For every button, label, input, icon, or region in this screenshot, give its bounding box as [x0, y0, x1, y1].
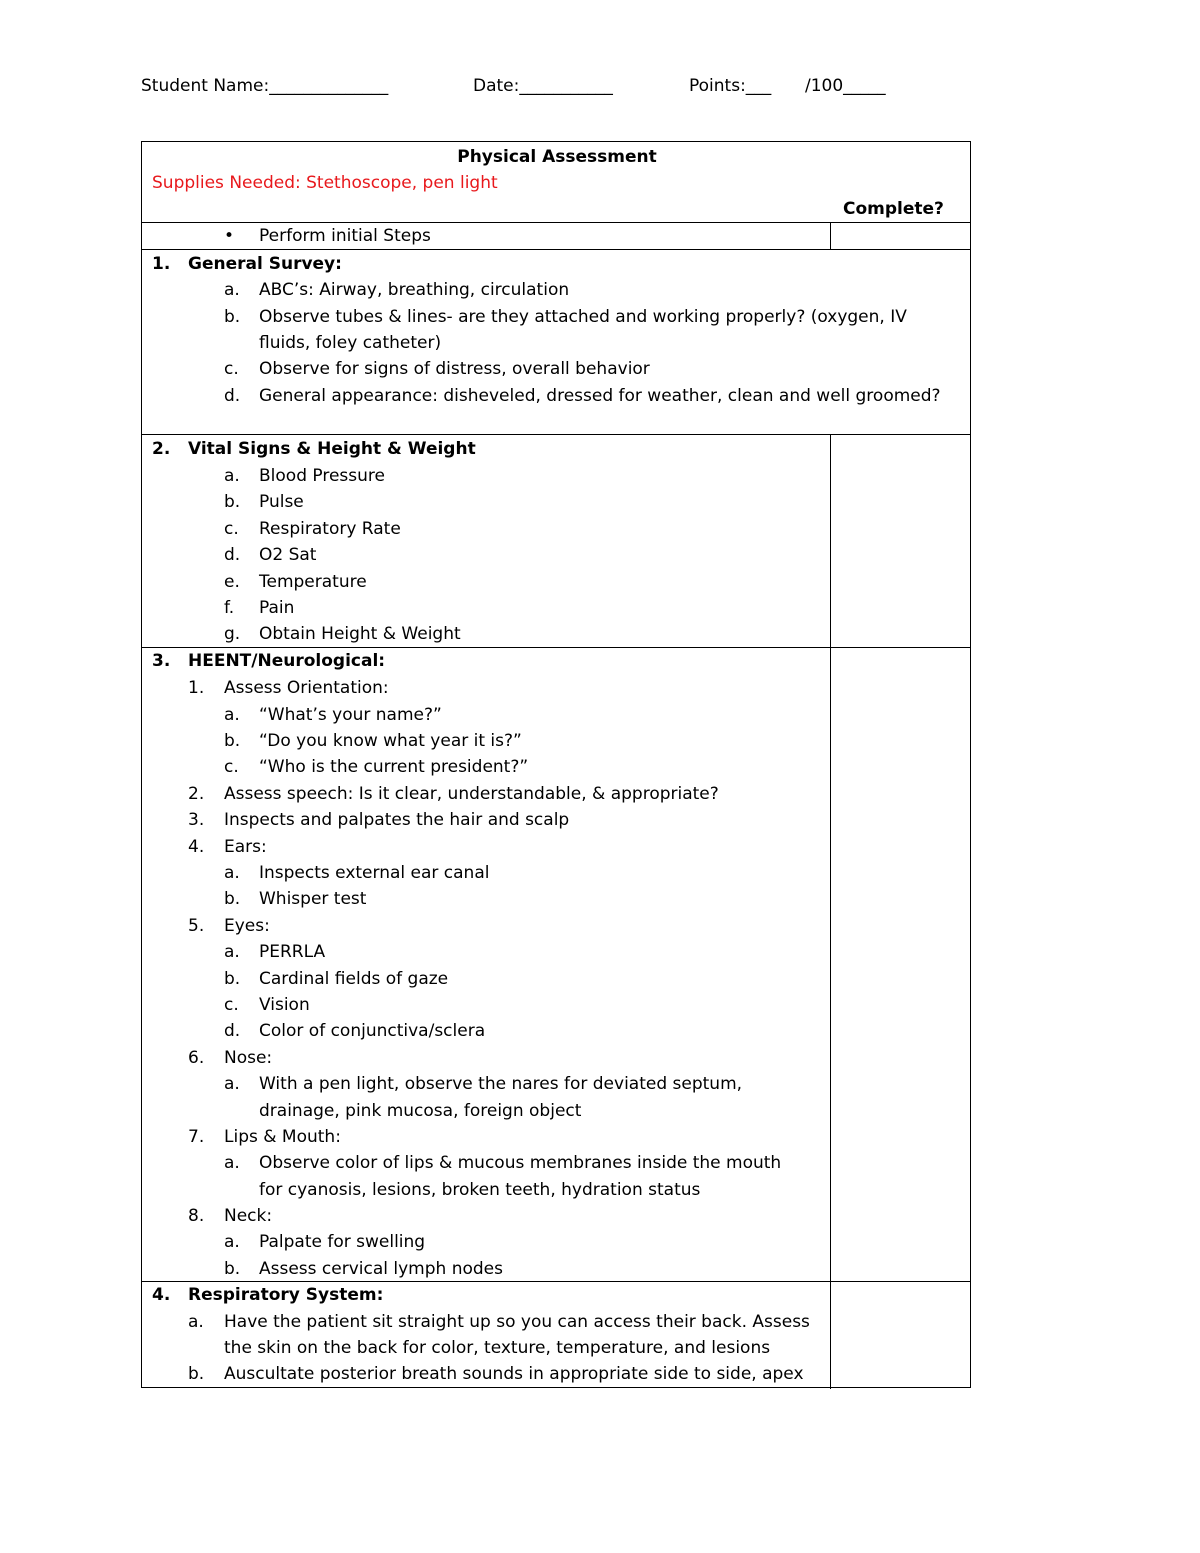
item-text: Blood Pressure — [259, 466, 385, 486]
item-marker: 6. — [188, 1048, 205, 1068]
item-marker: b. — [224, 969, 241, 989]
item-text: Temperature — [259, 572, 367, 592]
respiratory-checkbox-cell[interactable] — [832, 1283, 970, 1387]
list-item — [142, 279, 972, 305]
item-text: Have the patient sit straight up so you can access their back. Assess — [224, 1312, 810, 1332]
item-text: Inspects and palpates the hair and scalp — [224, 810, 570, 830]
item-text: PERRLA — [259, 942, 326, 962]
list-item — [142, 385, 972, 411]
bullet-marker: • — [224, 226, 235, 246]
document-header — [141, 75, 941, 99]
item-marker: b. — [224, 889, 241, 909]
initial-steps-checkbox-cell[interactable] — [832, 224, 970, 248]
points-field[interactable]: Points:___ — [689, 76, 772, 96]
item-text: Ears: — [224, 837, 267, 857]
list-item — [142, 358, 972, 384]
item-marker: a. — [224, 942, 240, 962]
section-title: HEENT/Neurological: — [188, 651, 386, 671]
item-text: Color of conjunctiva/sclera — [259, 1021, 486, 1041]
item-marker: c. — [224, 359, 239, 379]
item-text: Auscultate posterior breath sounds in appropriate side to side, apex — [224, 1364, 804, 1384]
item-text: Neck: — [224, 1206, 273, 1226]
item-marker: 8. — [188, 1206, 205, 1226]
item-marker: d. — [224, 1021, 241, 1041]
item-marker: 1. — [188, 678, 205, 698]
item-marker: b. — [224, 731, 241, 751]
item-text: ABC’s: Airway, breathing, circulation — [259, 280, 570, 300]
section-title: General Survey: — [188, 254, 342, 274]
item-marker: c. — [224, 995, 239, 1015]
supplies-needed: Supplies Needed: Stethoscope, pen light — [152, 173, 498, 193]
section-header — [142, 253, 972, 279]
item-text: Obtain Height & Weight — [259, 624, 461, 644]
item-marker: c. — [224, 519, 239, 539]
item-marker: b. — [224, 492, 241, 512]
section-title: Respiratory System: — [188, 1285, 384, 1305]
item-text: General appearance: disheveled, dressed for weather, clean and well groomed? — [259, 386, 941, 406]
item-marker: d. — [224, 386, 241, 406]
item-text: for cyanosis, lesions, broken teeth, hydration status — [259, 1180, 701, 1200]
item-text: drainage, pink mucosa, foreign object — [259, 1101, 582, 1121]
item-text: Assess speech: Is it clear, understandable, & appropriate? — [224, 784, 719, 804]
table-title: Physical Assessment — [457, 147, 657, 167]
item-marker: 3. — [188, 810, 205, 830]
section-title: Vital Signs & Height & Weight — [188, 439, 476, 459]
item-text: Assess cervical lymph nodes — [259, 1259, 503, 1279]
item-text: Observe for signs of distress, overall behavior — [259, 359, 650, 379]
item-text: Eyes: — [224, 916, 270, 936]
item-text: “What’s your name?” — [259, 705, 442, 725]
item-marker: a. — [224, 705, 240, 725]
item-marker: b. — [224, 307, 241, 327]
section-number: 2. — [152, 439, 171, 459]
row-divider — [142, 222, 970, 223]
assessment-table — [141, 141, 971, 1388]
item-text: Assess Orientation: — [224, 678, 389, 698]
item-marker: b. — [188, 1364, 205, 1384]
section-number: 3. — [152, 651, 171, 671]
item-marker: a. — [224, 1232, 240, 1252]
item-text: the skin on the back for color, texture, temperature, and lesions — [224, 1338, 771, 1358]
item-marker: a. — [224, 280, 240, 300]
item-text: Observe tubes & lines- are they attached and working properly? (oxygen, IV — [259, 307, 907, 327]
item-text: “Do you know what year it is?” — [259, 731, 522, 751]
item-marker: a. — [224, 466, 240, 486]
item-marker: f. — [224, 598, 235, 618]
item-marker: 7. — [188, 1127, 205, 1147]
item-marker: a. — [188, 1312, 204, 1332]
item-text: With a pen light, observe the nares for deviated septum, — [259, 1074, 743, 1094]
item-marker: e. — [224, 572, 240, 592]
item-marker: 4. — [188, 837, 205, 857]
item-text: Nose: — [224, 1048, 273, 1068]
student-name-field[interactable]: Student Name:______________ — [141, 76, 389, 96]
item-text: fluids, foley catheter) — [259, 333, 442, 353]
item-text: Vision — [259, 995, 310, 1015]
item-text: Palpate for swelling — [259, 1232, 426, 1252]
item-text: Observe color of lips & mucous membranes inside the mouth — [259, 1153, 782, 1173]
initial-steps-text: Perform initial Steps — [259, 226, 431, 246]
item-marker: b. — [224, 1259, 241, 1279]
item-text: Respiratory Rate — [259, 519, 401, 539]
item-marker: g. — [224, 624, 241, 644]
item-text: Cardinal fields of gaze — [259, 969, 449, 989]
item-marker: a. — [224, 863, 240, 883]
item-marker: a. — [224, 1074, 240, 1094]
item-marker: c. — [224, 757, 239, 777]
item-marker: 2. — [188, 784, 205, 804]
item-text: Pulse — [259, 492, 304, 512]
list-item — [142, 306, 972, 332]
item-text: Lips & Mouth: — [224, 1127, 341, 1147]
item-text: O2 Sat — [259, 545, 317, 565]
section-number: 1. — [152, 254, 171, 274]
item-text: Inspects external ear canal — [259, 863, 490, 883]
points-total-field[interactable]: /100_____ — [805, 76, 886, 96]
heent-checkbox-cell[interactable] — [832, 649, 970, 1280]
item-marker: a. — [224, 1153, 240, 1173]
item-marker: 5. — [188, 916, 205, 936]
vitals-checkbox-cell[interactable] — [832, 436, 970, 646]
row-divider — [142, 434, 970, 435]
item-text: Pain — [259, 598, 295, 618]
section-number: 4. — [152, 1285, 171, 1305]
date-field[interactable]: Date:___________ — [473, 76, 613, 96]
item-text: Whisper test — [259, 889, 367, 909]
item-marker: d. — [224, 545, 241, 565]
complete-column-header: Complete? — [843, 199, 944, 219]
list-item — [142, 332, 972, 358]
item-text: “Who is the current president?” — [259, 757, 529, 777]
